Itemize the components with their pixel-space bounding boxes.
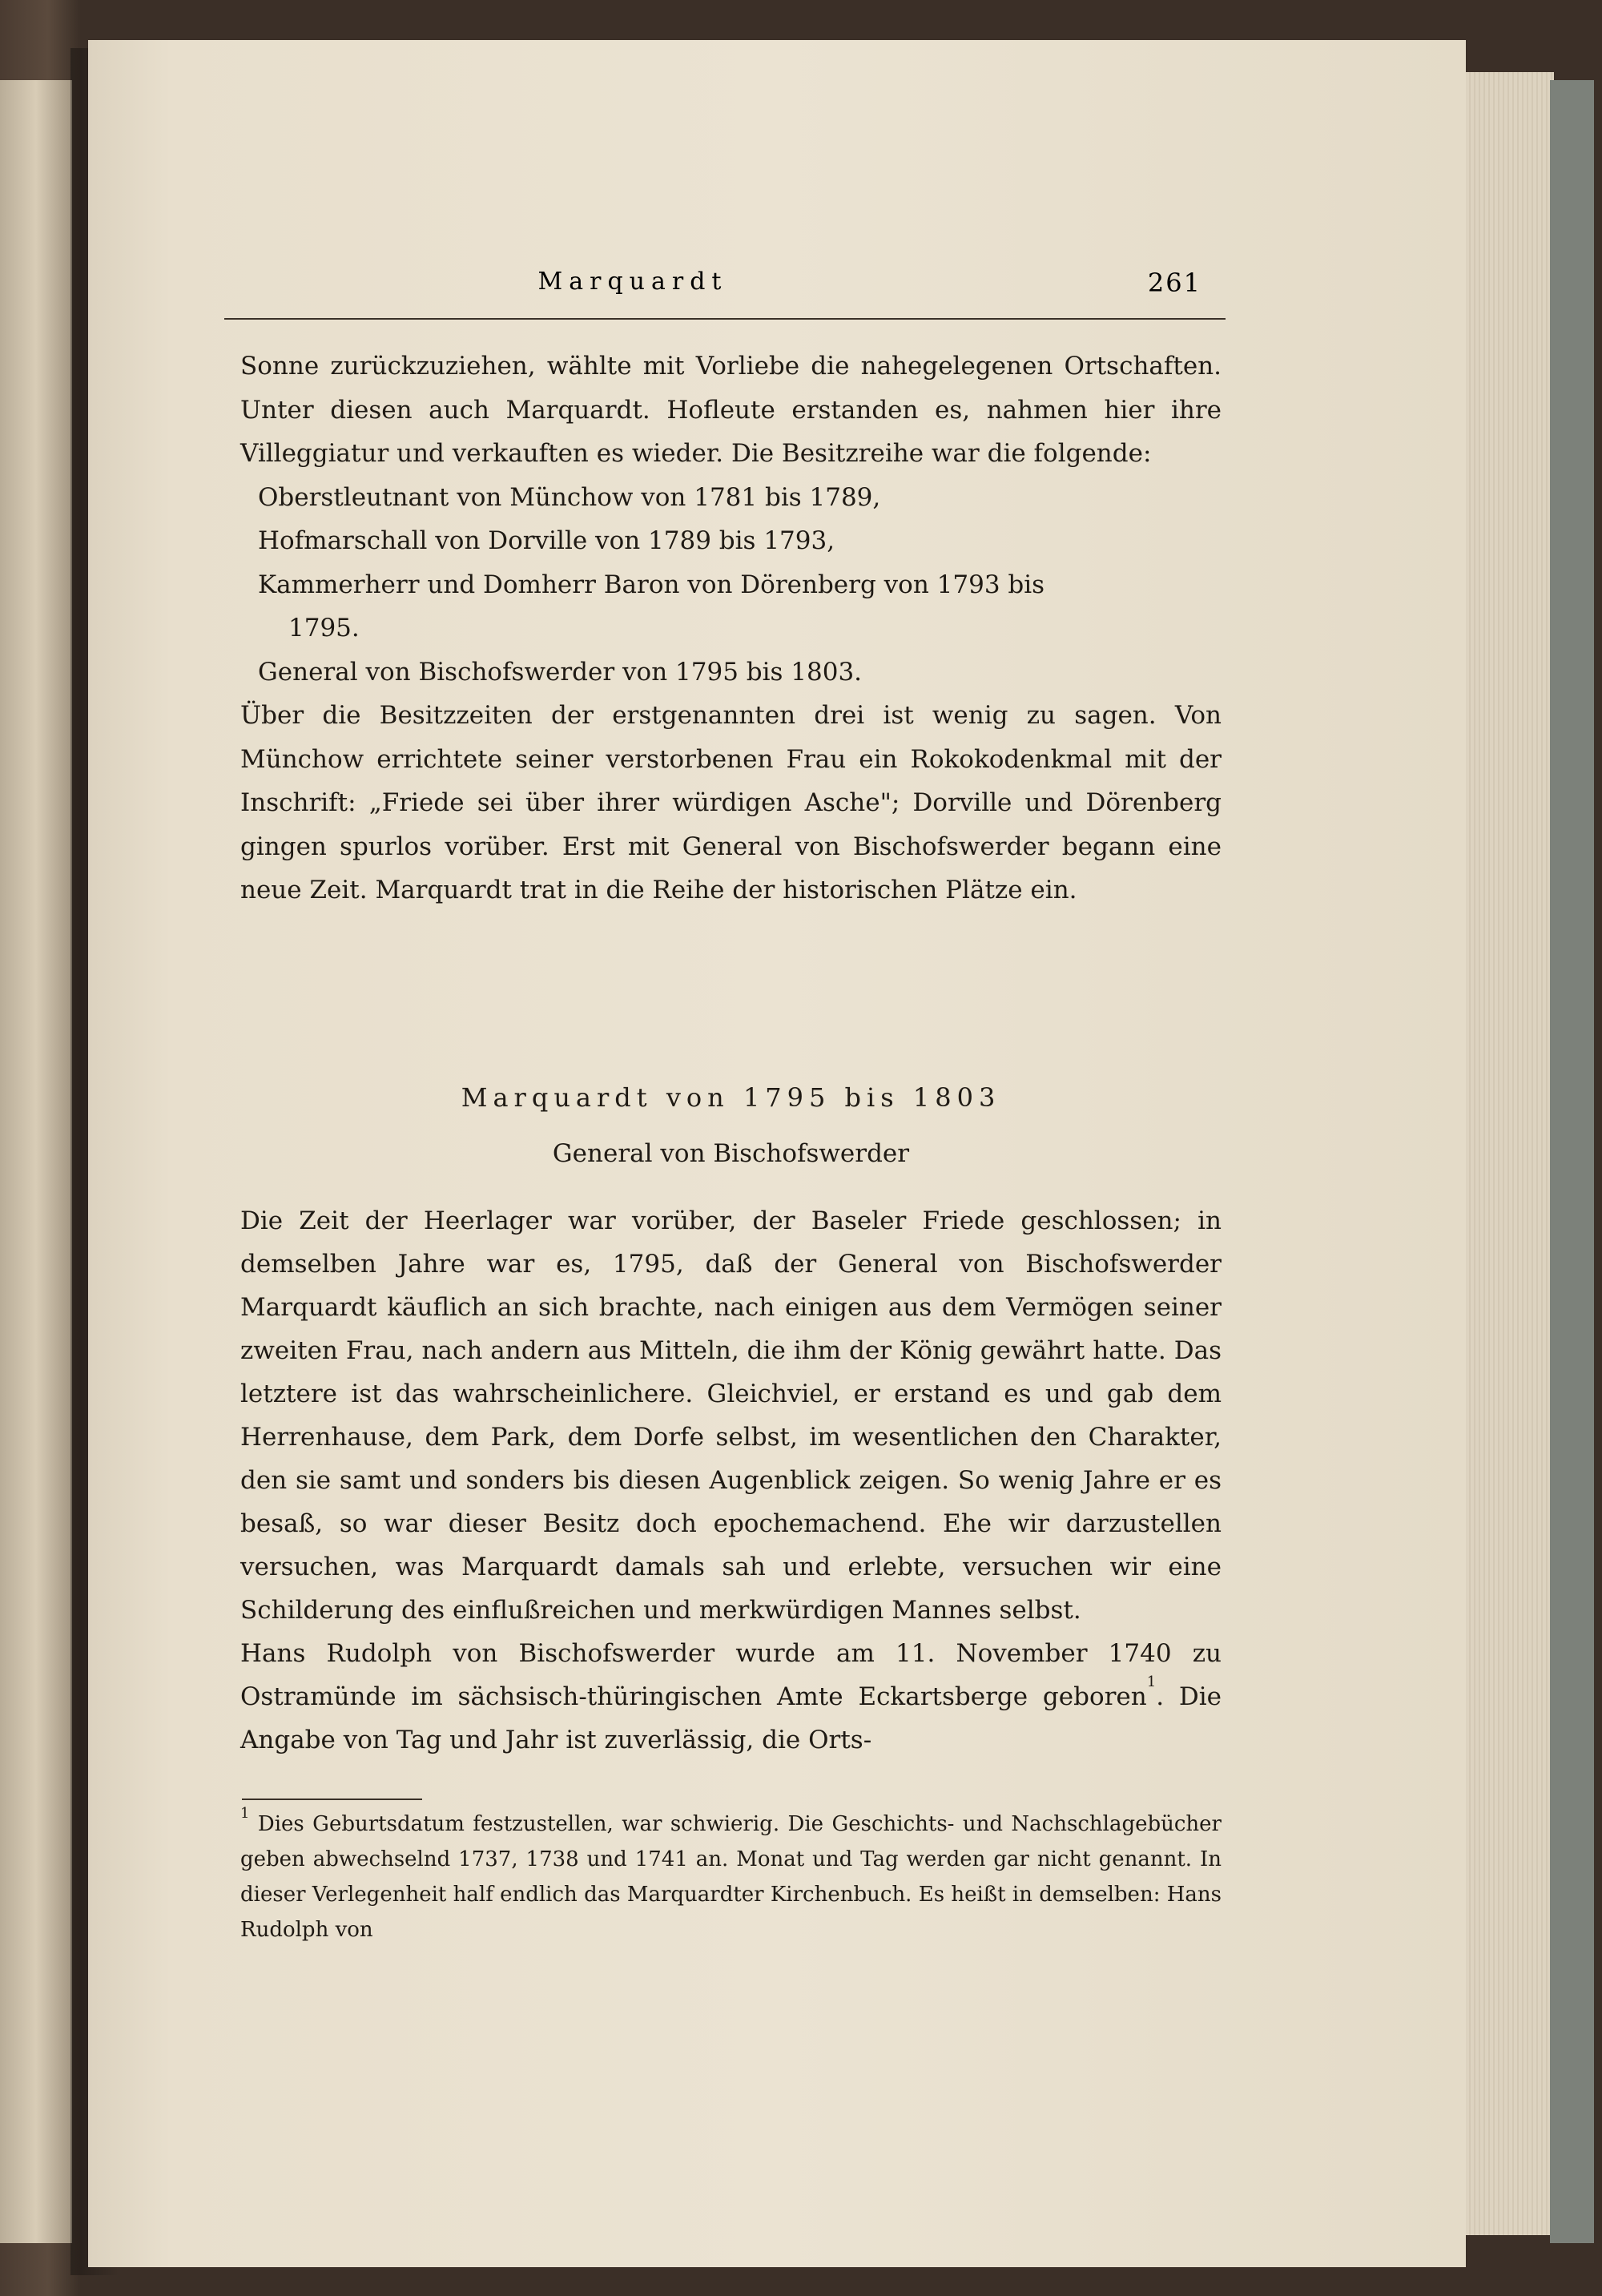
footnote-rule — [242, 1799, 422, 1800]
footnote-reference[interactable]: 1 — [1146, 1674, 1157, 1690]
main-paragraph-2-text: Hans Rudolph von Bischofswerder wurde am 11. November 1740 zu Ostramünde im sächsisch-thüringischen Amte Eckartsberge geboren — [240, 1639, 1222, 1711]
intro-paragraph-1: Sonne zurückzuziehen, wählte mit Vorliebe die nahegelegenen Ortschaften. Unter diesen auch Marquardt. Hofleute erstanden es, nahmen hier ihre Villeggiatur und verkauften es wieder. Die Besitzreihe war die folgende: — [240, 352, 1222, 468]
running-head — [232, 268, 1226, 308]
section-heading — [240, 1073, 1222, 1178]
owner-item-4: General von Bischofswerder von 1795 bis 1803. — [258, 657, 863, 687]
footnote-mark: 1 — [240, 1805, 250, 1822]
page-number: 261 — [1147, 268, 1202, 298]
main-text — [240, 1199, 1222, 1762]
running-title: Marquardt — [537, 268, 728, 296]
header-rule — [224, 318, 1226, 320]
owner-item-3-continued: 1795. — [288, 614, 360, 642]
section-title: Marquardt von 1795 bis 1803 — [461, 1082, 1001, 1113]
owner-item-2: Hofmarschall von Dorville von 1789 bis 1793, — [258, 526, 835, 555]
main-paragraph-2 — [240, 1632, 1222, 1762]
footnote-paragraph — [240, 1807, 1222, 1948]
cover-edge — [1550, 80, 1594, 2243]
left-page-edge — [0, 80, 72, 2243]
footnote-text: Dies Geburtsdatum festzustellen, war schwierig. Die Geschichts- und Nachschlagebücher geben abwechselnd 1737, 1738 und 1741 an. Monat und Tag werden gar nicht genannt. In dieser Verlegenheit half endlich das Marquardter Kirchenbuch. Es heißt in demselben: Hans Rudolph von — [240, 1812, 1222, 1942]
footnote — [240, 1807, 1222, 1948]
main-paragraph-2-rest: . Die Angabe von Tag und Jahr ist zuverlässig, die Orts- — [240, 1682, 1222, 1754]
owner-item-1: Oberstleutnant von Münchow von 1781 bis 1789, — [258, 482, 881, 512]
intro-text — [240, 344, 1222, 912]
main-paragraph-1: Die Zeit der Heerlager war vorüber, der Baseler Friede geschlossen; in demselben Jahre war es, 1795, daß der General von Bischofswerder Marquardt käuflich an sich brachte, nach einigen aus dem Vermögen seiner zweiten Frau, nach andern aus Mitteln, die ihm der König gewährt hatte. Das letztere ist das wahrscheinlichere. Gleichviel, er erstand es und gab dem Herrenhause, dem Park, dem Dorfe selbst, im wesentlichen den Charakter, den sie samt und sonders bis diesen Augenblick zeigen. So wenig Jahre er es besaß, so war dieser Besitz doch epochemachend. Ehe wir darzustellen versuchen, was Marquardt damals sah und erlebte, versuchen wir eine Schilderung des einflußreichen und merkwürdigen Mannes selbst. — [240, 1206, 1222, 1625]
page-edges — [1466, 72, 1554, 2235]
owner-item-3: Kammerherr und Domherr Baron von Dörenberg von 1793 bis — [258, 570, 1045, 599]
section-subtitle: General von Bischofswerder — [552, 1139, 910, 1168]
intro-paragraph-2: Über die Besitzzeiten der erstgenannten drei ist wenig zu sagen. Von Münchow errichtete seiner verstorbenen Frau ein Rokokodenkmal mit der Inschrift: „Friede sei über ihrer würdigen Asche"; Dorville und Dörenberg gingen spurlos vorüber. Erst mit General von Bischofswerder begann eine neue Zeit. Marquardt trat in die Reihe der historischen Plätze ein. — [240, 701, 1222, 904]
